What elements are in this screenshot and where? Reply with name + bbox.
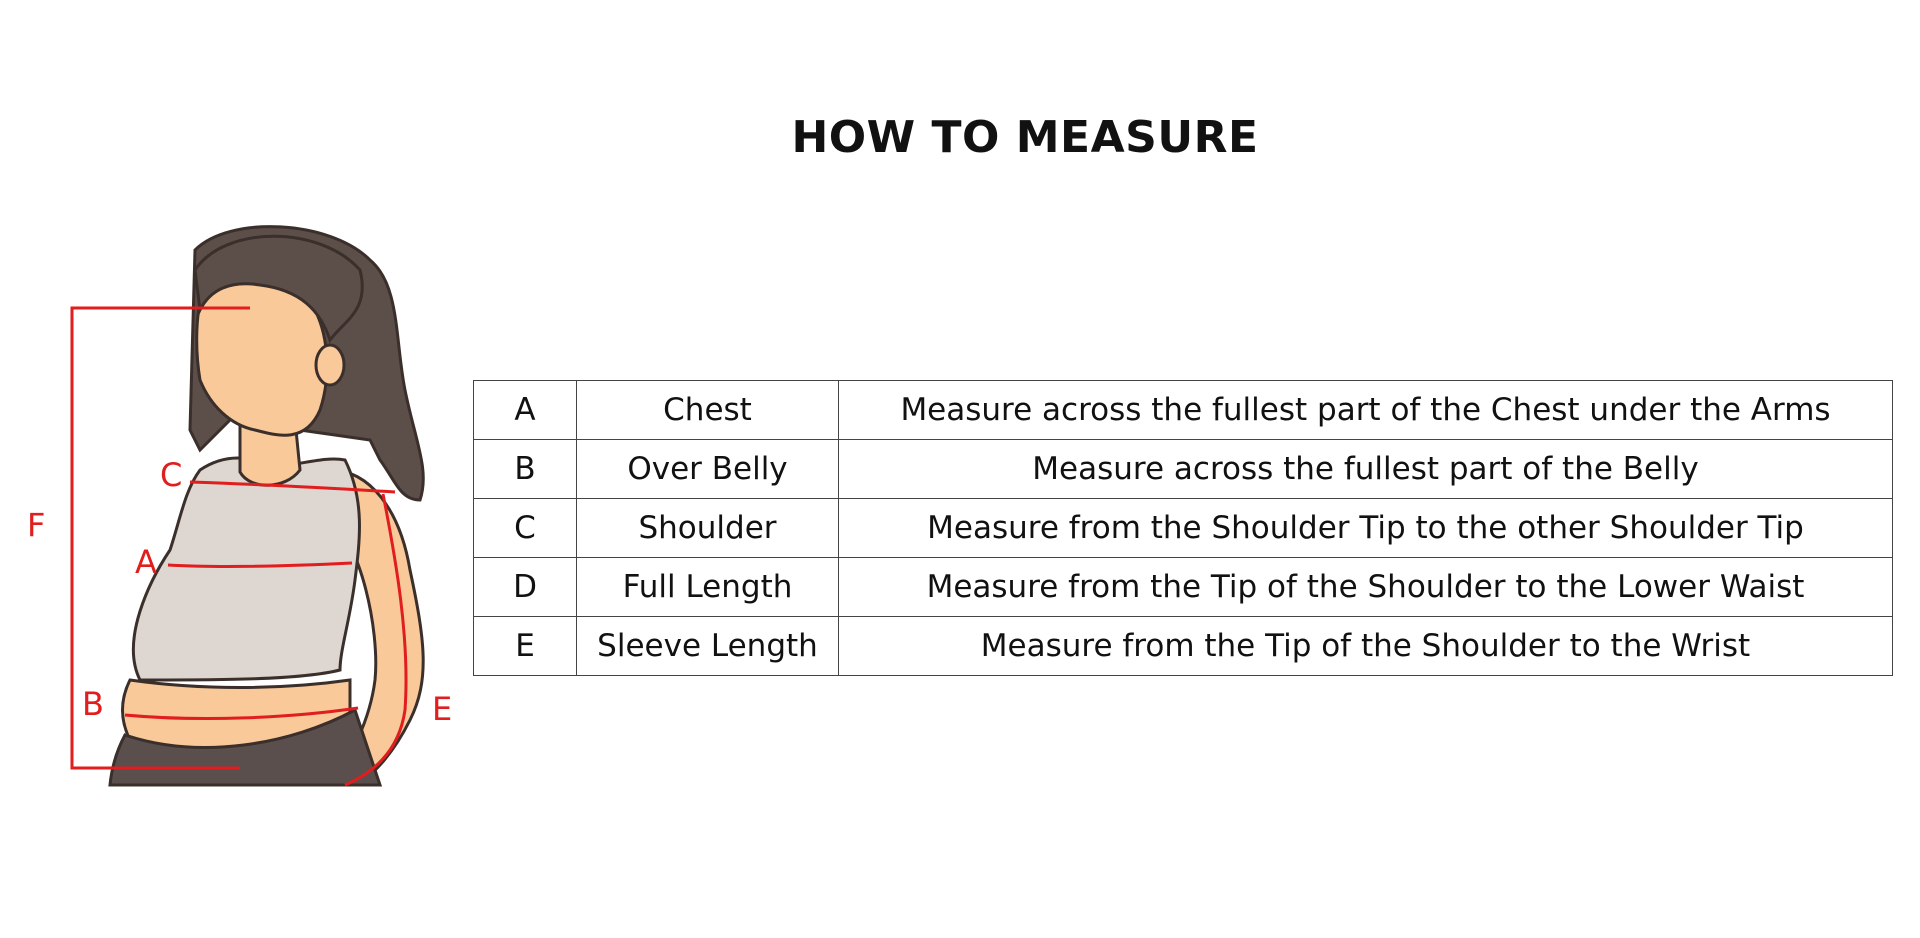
row-name: Full Length	[577, 558, 839, 617]
row-description: Measure from the Shoulder Tip to the other Shoulder Tip	[839, 499, 1893, 558]
ear	[316, 345, 344, 385]
label-f: F	[27, 506, 46, 544]
label-b: B	[82, 685, 104, 723]
row-name: Chest	[577, 381, 839, 440]
pregnant-woman-illustration	[0, 200, 480, 800]
row-description: Measure across the fullest part of the Chest under the Arms	[839, 381, 1893, 440]
row-name: Shoulder	[577, 499, 839, 558]
label-e: E	[432, 690, 453, 728]
table-row	[474, 499, 1893, 558]
table-row	[474, 617, 1893, 676]
table-row	[474, 381, 1893, 440]
row-letter: E	[474, 617, 577, 676]
row-name: Sleeve Length	[577, 617, 839, 676]
row-letter: C	[474, 499, 577, 558]
row-description: Measure from the Tip of the Shoulder to the Lower Waist	[839, 558, 1893, 617]
measurement-table	[473, 380, 1893, 676]
label-a: A	[135, 543, 157, 581]
table-row	[474, 558, 1893, 617]
row-letter: D	[474, 558, 577, 617]
row-description: Measure from the Tip of the Shoulder to the Wrist	[839, 617, 1893, 676]
label-c: C	[160, 456, 183, 494]
page-title: HOW TO MEASURE	[791, 112, 1259, 163]
measurement-figure	[0, 200, 480, 800]
table-row	[474, 440, 1893, 499]
row-letter: B	[474, 440, 577, 499]
row-description: Measure across the fullest part of the Belly	[839, 440, 1893, 499]
row-letter: A	[474, 381, 577, 440]
row-name: Over Belly	[577, 440, 839, 499]
